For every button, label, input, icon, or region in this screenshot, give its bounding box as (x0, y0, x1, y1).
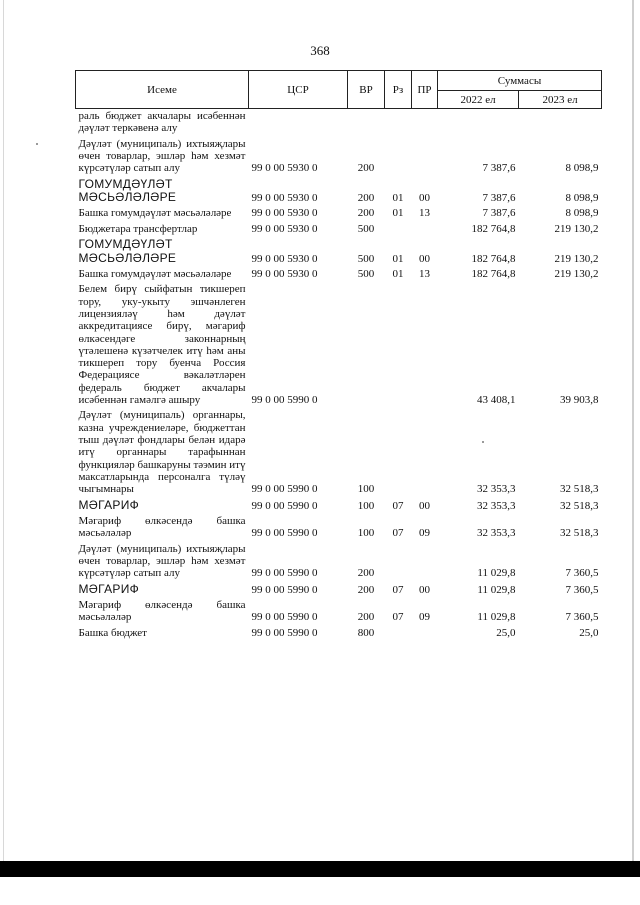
row-rz: 01 (392, 267, 404, 280)
row-csr: 99 0 00 5930 0 (251, 267, 318, 280)
row-amount-2022 (438, 109, 519, 137)
row-csr: 99 0 00 5990 0 (251, 394, 318, 407)
row-amount-2022: 182 764,8 (471, 267, 516, 280)
row-pr (412, 137, 438, 177)
row-vr: 500 (357, 252, 375, 265)
row-name: МӘГАРИФ (78, 581, 140, 596)
row-amount-2023: 32 518,3 (560, 499, 599, 512)
row-rz: 01 (392, 252, 404, 265)
row-amount-2023 (519, 109, 602, 137)
row-csr: 99 0 00 5930 0 (251, 192, 318, 205)
row-name: ГОМУМДӘҮЛӘТ МӘСЬӘЛӘЛӘРЕ (78, 176, 177, 204)
row-rz: 07 (392, 499, 404, 512)
row-name: Белем бирү сыйфатын тикшереп тору, уку-укыту эшчәнлеген лицензияләү һәм дәүләт аккредитациясе бирү, мәгариф өлкәсендәге законнарның үтәлешенә күзәтчелек итү һәм аны тикшереп тору буенча Россия Федерациясе вәкаләтләрен федераль бюджет акчалары исәбеннән гамәлгә ашыру (78, 283, 246, 407)
row-amount-2022: 43 408,1 (477, 394, 516, 407)
table-row (76, 206, 602, 221)
row-csr: 99 0 00 5990 0 (251, 611, 318, 624)
row-pr (412, 222, 438, 237)
row-rz (385, 542, 412, 582)
row-amount-2023: 7 360,5 (565, 583, 599, 596)
header-csr: ЦСР (249, 71, 348, 109)
row-amount-2022: 182 764,8 (471, 222, 516, 235)
row-name: ГОМУМДӘҮЛӘТ МӘСЬӘЛӘЛӘРЕ (78, 237, 177, 265)
table-header (76, 71, 602, 109)
row-rz (385, 626, 412, 641)
section-row (76, 177, 602, 207)
table-body (76, 109, 602, 641)
table-row (76, 137, 602, 177)
row-rz (385, 109, 412, 137)
row-amount-2023: 39 903,8 (560, 394, 599, 407)
row-name: Башка бюджет (78, 626, 147, 639)
header-year-2023: 2023 ел (519, 91, 602, 109)
table-row (76, 109, 602, 137)
row-csr (249, 109, 348, 137)
row-rz (385, 137, 412, 177)
row-pr: 13 (419, 267, 430, 280)
row-pr: 00 (419, 192, 430, 205)
row-csr: 99 0 00 5990 0 (251, 567, 318, 580)
row-amount-2023: 8 098,9 (565, 207, 599, 220)
table-row (76, 282, 602, 408)
row-amount-2023: 8 098,9 (565, 192, 599, 205)
row-vr: 200 (357, 207, 375, 220)
row-vr: 100 (357, 499, 375, 512)
row-rz: 07 (392, 611, 404, 624)
row-pr: 13 (419, 207, 430, 220)
row-amount-2023: 219 130,2 (554, 252, 599, 265)
row-pr: 09 (419, 611, 430, 624)
row-amount-2022: 7 387,6 (482, 192, 516, 205)
row-pr (412, 542, 438, 582)
page-number: 368 (310, 43, 330, 58)
row-amount-2023: 219 130,2 (554, 222, 599, 235)
header-vr: ВР (348, 71, 385, 109)
row-amount-2022: 25,0 (496, 626, 516, 639)
row-vr: 100 (357, 527, 375, 540)
row-amount-2022: 7 387,6 (482, 162, 516, 175)
row-rz: 07 (392, 583, 404, 596)
row-rz: 07 (392, 527, 404, 540)
row-amount-2022: 11 029,8 (477, 583, 516, 596)
row-rz: 01 (392, 192, 404, 205)
row-csr: 99 0 00 5990 0 (251, 626, 318, 639)
section-row (76, 498, 602, 514)
row-amount-2022: 11 029,8 (477, 567, 516, 580)
row-pr (412, 282, 438, 408)
row-csr: 99 0 00 5990 0 (251, 483, 318, 496)
row-csr: 99 0 00 5930 0 (251, 252, 318, 265)
row-vr: 200 (357, 583, 375, 596)
row-csr: 99 0 00 5930 0 (251, 207, 318, 220)
row-rz: 01 (392, 207, 404, 220)
row-vr: 800 (357, 626, 375, 639)
table-row (76, 598, 602, 626)
row-pr: 00 (419, 252, 430, 265)
row-amount-2023: 32 518,3 (560, 483, 599, 496)
row-vr: 500 (357, 267, 375, 280)
row-amount-2022: 182 764,8 (471, 252, 516, 265)
row-vr: 200 (357, 162, 375, 175)
header-pr: ПР (412, 71, 438, 109)
row-amount-2022: 32 353,3 (477, 499, 516, 512)
row-amount-2022: 7 387,6 (482, 207, 516, 220)
row-name: Дәүләт (муниципаль) ихтыяҗлары өчен товарлар, эшләр һәм хезмәт күрсәтүләр сатып алу (78, 137, 246, 175)
row-pr (412, 626, 438, 641)
row-name: Бюджетара трансфертлар (78, 222, 198, 235)
row-amount-2023: 7 360,5 (565, 611, 599, 624)
row-name: раль бюджет акчалары исәбеннән дәүләт теркәвенә алу (78, 110, 246, 135)
header-name: Исеме (76, 71, 249, 109)
row-vr: 200 (357, 567, 375, 580)
table-row (76, 408, 602, 497)
scan-left-edge (3, 0, 4, 861)
row-name: Башка гомумдәүләт мәсьәләләре (78, 267, 232, 280)
row-csr: 99 0 00 5990 0 (251, 499, 318, 512)
header-year-2022: 2022 ел (438, 91, 519, 109)
row-amount-2023: 25,0 (579, 626, 599, 639)
row-name: Дәүләт (муниципаль) ихтыяҗлары өчен товарлар, эшләр һәм хезмәт күрсәтүләр сатып алу (78, 542, 246, 580)
row-csr: 99 0 00 5930 0 (251, 162, 318, 175)
table-row (76, 267, 602, 282)
row-amount-2023: 7 360,5 (565, 567, 599, 580)
row-rz (385, 222, 412, 237)
row-pr (412, 109, 438, 137)
row-vr: 200 (357, 611, 375, 624)
budget-table (75, 70, 602, 641)
row-name: Дәүләт (муниципаль) органнары, казна учреждениеләре, бюджеттан тыш дәүләт фондлары белән идарә итү органнары тарафыннан функцияләр башкаруны тәэмин итү максатларында персоналга түләү чыгымнары (78, 409, 246, 496)
row-amount-2022: 32 353,3 (477, 527, 516, 540)
scan-speck (36, 143, 38, 145)
header-amounts: Суммасы (438, 71, 602, 91)
row-name: МӘГАРИФ (78, 497, 140, 512)
row-vr (348, 109, 385, 137)
row-csr: 99 0 00 5990 0 (251, 527, 318, 540)
row-amount-2023: 32 518,3 (560, 527, 599, 540)
row-rz (385, 408, 412, 497)
row-amount-2022: 11 029,8 (477, 611, 516, 624)
row-vr (348, 282, 385, 408)
row-vr: 500 (357, 222, 375, 235)
table-row (76, 626, 602, 641)
row-pr: 00 (419, 583, 430, 596)
row-pr: 09 (419, 527, 430, 540)
row-vr: 200 (357, 192, 375, 205)
section-row (76, 237, 602, 267)
section-row (76, 582, 602, 598)
header-rz: Рз (385, 71, 412, 109)
row-amount-2023: 219 130,2 (554, 267, 599, 280)
row-vr: 100 (357, 483, 375, 496)
row-csr: 99 0 00 5990 0 (251, 583, 318, 596)
row-name: Мәгариф өлкәсендә башка мәсьәләләр (78, 599, 246, 624)
row-pr (412, 408, 438, 497)
table-row (76, 514, 602, 542)
row-name: Башка гомумдәүләт мәсьәләләре (78, 207, 232, 220)
table-row (76, 222, 602, 237)
scan-right-edge (632, 0, 634, 861)
row-amount-2022: 32 353,3 (477, 483, 516, 496)
row-csr: 99 0 00 5930 0 (251, 222, 318, 235)
scan-bottom-bar (0, 861, 640, 877)
row-amount-2023: 8 098,9 (565, 162, 599, 175)
table-row (76, 542, 602, 582)
row-name: Мәгариф өлкәсендә башка мәсьәләләр (78, 515, 246, 540)
row-rz (385, 282, 412, 408)
row-pr: 00 (419, 499, 430, 512)
